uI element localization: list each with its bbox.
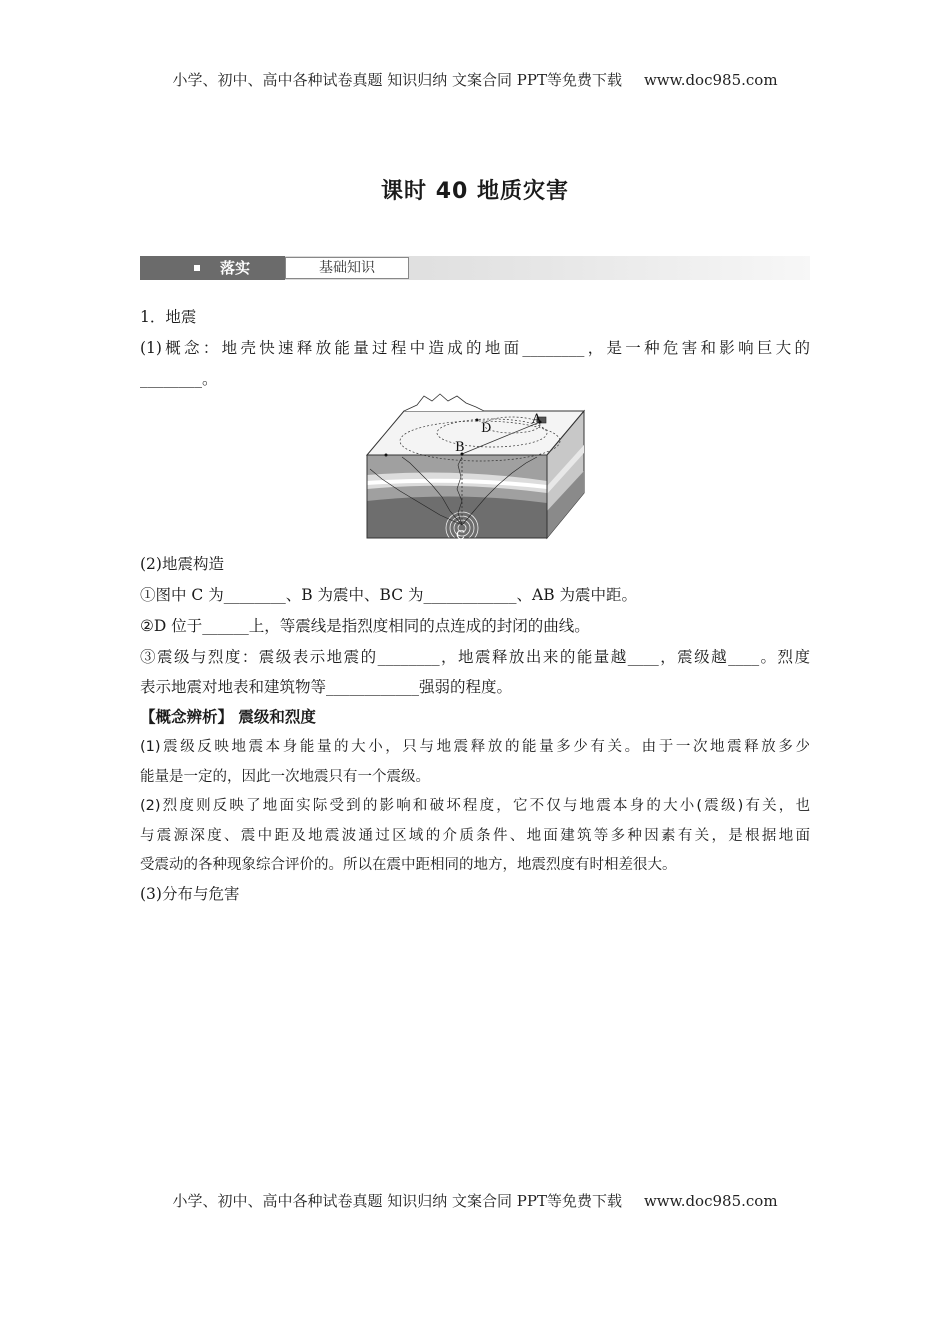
structure-item-3-line-1: ③震级与烈度：震级表示地震的________，地震释放出来的能量越____，震级越____。烈度 bbox=[140, 648, 810, 666]
footer-text: 小学、初中、高中各种试卷真题 知识归纳 文案合同 PPT等免费下载 bbox=[172, 1192, 622, 1210]
analysis-p2-line-1: (2)烈度则反映了地面实际受到的影响和破坏程度，它不仅与地震本身的大小(震级)有关，也 bbox=[140, 798, 810, 814]
section-dark-block bbox=[140, 256, 285, 280]
figure-label-b: B bbox=[455, 440, 465, 455]
concept-line-1: (1)概念：地壳快速释放能量过程中造成的地面________，是一种危害和影响巨大的 bbox=[140, 339, 810, 357]
heading-structure: (2)地震构造 bbox=[140, 555, 224, 573]
concept-analysis-title: 【概念辨析】 震级和烈度 bbox=[140, 707, 316, 726]
concept-line-2: ________。 bbox=[140, 370, 218, 388]
footer-url: www.doc985.com bbox=[643, 1192, 778, 1210]
header-url: www.doc985.com bbox=[643, 71, 778, 89]
figure-label-a: A bbox=[532, 412, 542, 427]
section-tab: 基础知识 bbox=[285, 257, 409, 279]
figure-label-d: D bbox=[481, 421, 492, 436]
page-footer bbox=[0, 1190, 950, 1211]
structure-item-2: ②D 位于______上，等震线是指烈度相同的点连成的封闭的曲线。 bbox=[140, 617, 590, 635]
earthquake-block-diagram bbox=[362, 393, 587, 543]
square-bullet-icon bbox=[194, 265, 200, 271]
structure-item-3-line-2: 表示地震对地表和建筑物等____________强弱的程度。 bbox=[140, 678, 513, 696]
analysis-p1-line-2: 能量是一定的，因此一次地震只有一个震级。 bbox=[140, 769, 430, 785]
header-text: 小学、初中、高中各种试卷真题 知识归纳 文案合同 PPT等免费下载 bbox=[172, 71, 622, 89]
page-title: 课时 40 地质灾害 bbox=[381, 179, 569, 204]
structure-item-1: ①图中 C 为________、B 为震中、BC 为____________、AB 为震中距。 bbox=[140, 586, 638, 604]
analysis-p2-line-3: 受震动的各种现象综合评价的。所以在震中距相同的地方，地震烈度有时相差很大。 bbox=[140, 857, 677, 873]
page-header bbox=[0, 69, 950, 90]
heading-earthquake: 1．地震 bbox=[140, 308, 197, 326]
analysis-p1-line-1: (1)震级反映地震本身能量的大小，只与地震释放的能量多少有关。由于一次地震释放多少 bbox=[140, 739, 810, 755]
heading-distribution: (3)分布与危害 bbox=[140, 885, 240, 903]
section-bar bbox=[140, 256, 810, 280]
section-label: 落实 bbox=[220, 259, 251, 277]
analysis-p2-line-2: 与震源深度、震中距及地震波通过区域的介质条件、地面建筑等多种因素有关，是根据地面 bbox=[140, 828, 810, 844]
figure-label-c: C bbox=[456, 528, 466, 542]
